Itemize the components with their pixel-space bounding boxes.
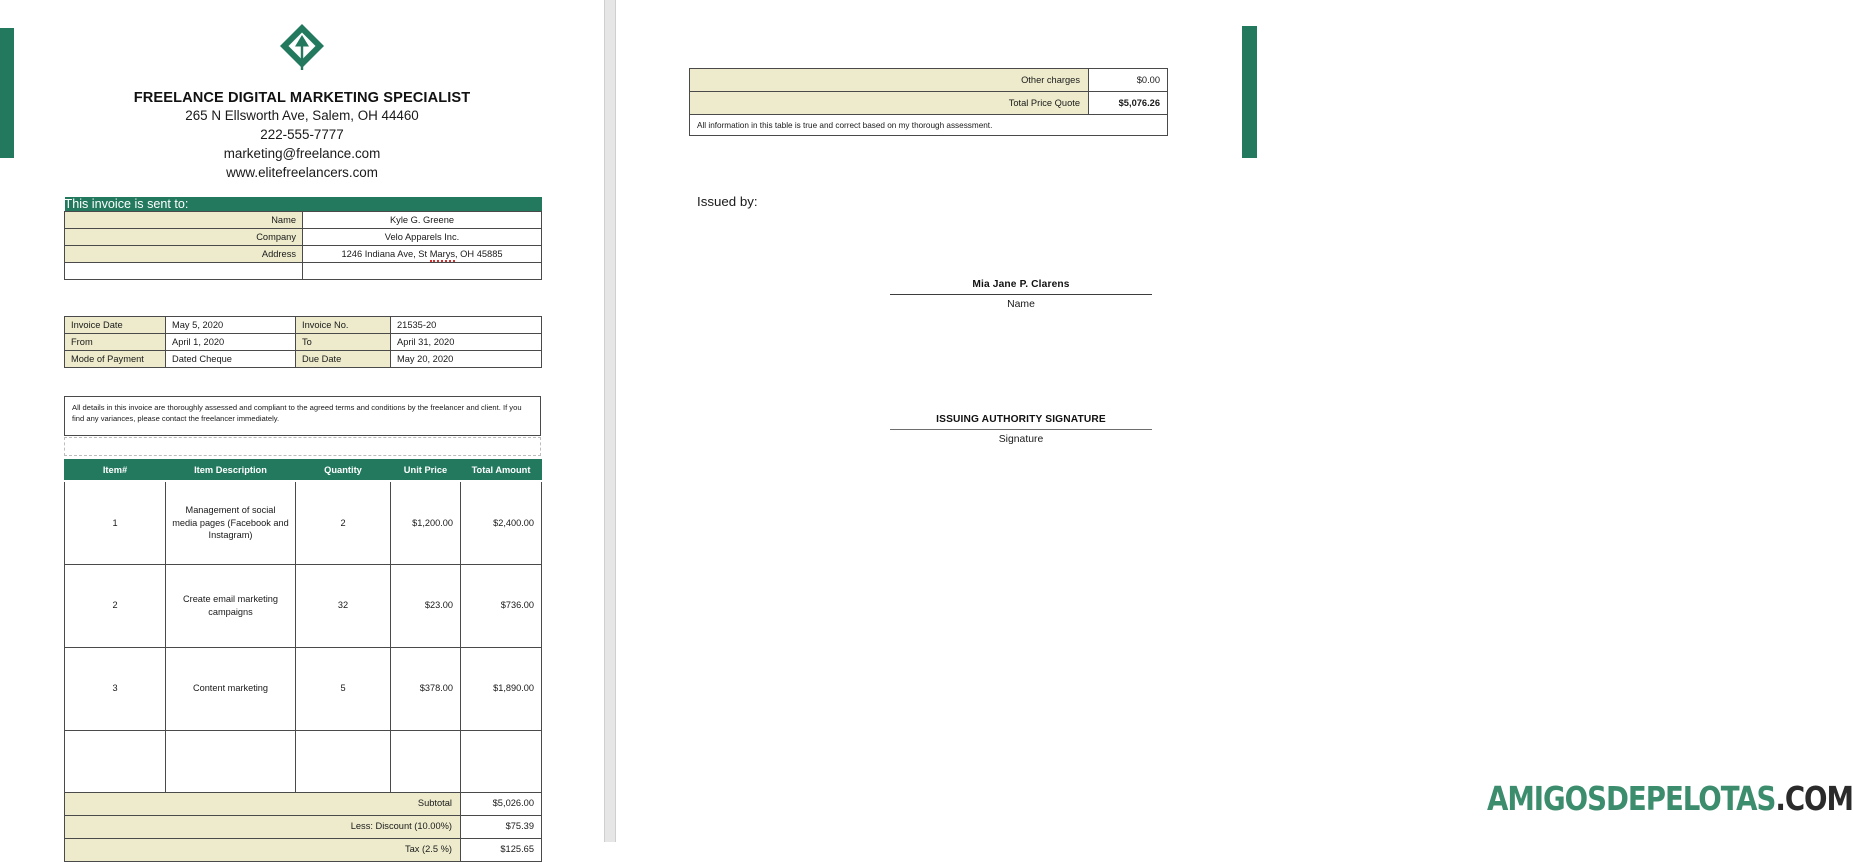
recipient-name-label: Name <box>65 212 303 229</box>
company-website: www.elitefreelancers.com <box>226 165 378 180</box>
company-name: FREELANCE DIGITAL MARKETING SPECIALIST <box>133 90 471 106</box>
other-charges-label: Other charges <box>690 69 1089 92</box>
invoice-date-label: Invoice Date <box>65 317 166 334</box>
item-quantity: 5 <box>296 647 391 730</box>
spacer-cell <box>303 263 542 280</box>
table-row-subtotal <box>65 792 542 815</box>
item-quantity: 2 <box>296 481 391 564</box>
item-unit-price: $378.00 <box>391 647 461 730</box>
summary-table <box>689 68 1168 136</box>
col-header-unit-price: Unit Price <box>391 460 461 482</box>
payment-mode-value: Dated Cheque <box>166 351 296 368</box>
signature-block-authority <box>890 414 1152 445</box>
table-row <box>690 115 1168 136</box>
spacer-cell <box>65 263 303 280</box>
table-row <box>65 351 542 368</box>
col-header-description: Item Description <box>166 460 296 482</box>
table-row <box>65 246 542 263</box>
watermark-primary: AMIGOSDEPELOTAS <box>1487 779 1776 818</box>
col-header-total-amount: Total Amount <box>461 460 542 482</box>
summary-note: All information in this table is true and correct based on my thorough assessment. <box>690 115 1168 136</box>
recipient-name-value: Kyle G. Greene <box>303 212 542 229</box>
table-row <box>65 564 542 647</box>
table-header-row <box>65 460 542 482</box>
table-row <box>65 197 542 212</box>
item-total: $2,400.00 <box>461 481 542 564</box>
invoice-meta-table <box>64 316 542 368</box>
item-number: 1 <box>65 481 166 564</box>
recipient-banner: This invoice is sent to: <box>65 197 542 212</box>
issued-by-label: Issued by: <box>697 194 758 209</box>
name-caption: Name <box>1007 299 1035 310</box>
watermark-suffix: .COM <box>1775 779 1853 818</box>
col-header-item-number: Item# <box>65 460 166 482</box>
empty-cell <box>166 730 296 792</box>
tax-value: $125.65 <box>461 838 542 861</box>
payment-mode-label: Mode of Payment <box>65 351 166 368</box>
empty-cell <box>296 730 391 792</box>
table-row <box>65 647 542 730</box>
tax-label: Tax (2.5 %) <box>65 838 461 861</box>
item-description: Content marketing <box>166 647 296 730</box>
table-row <box>690 92 1168 115</box>
subtotal-value: $5,026.00 <box>461 792 542 815</box>
line-items-table <box>64 459 542 862</box>
address-prefix: 1246 Indiana Ave, St <box>341 249 430 259</box>
letterhead <box>0 22 604 182</box>
item-description: Create email marketing campaigns <box>166 564 296 647</box>
table-row <box>65 229 542 246</box>
item-total: $736.00 <box>461 564 542 647</box>
page-accent-bar-right <box>1242 26 1257 158</box>
period-to-label: To <box>296 334 391 351</box>
table-row <box>65 317 542 334</box>
diamond-logo-icon <box>278 22 326 74</box>
period-from-label: From <box>65 334 166 351</box>
due-date-value: May 20, 2020 <box>391 351 542 368</box>
address-misspelled-token: Marys <box>430 249 455 262</box>
item-unit-price: $23.00 <box>391 564 461 647</box>
empty-cell <box>461 730 542 792</box>
issuing-authority-label: ISSUING AUTHORITY SIGNATURE <box>936 414 1106 425</box>
invoice-page-left <box>0 0 604 855</box>
period-from-value: April 1, 2020 <box>166 334 296 351</box>
dashed-spacer <box>64 437 541 456</box>
company-address: 265 N Ellsworth Ave, Salem, OH 44460 <box>185 108 419 123</box>
recipient-address-label: Address <box>65 246 303 263</box>
item-total: $1,890.00 <box>461 647 542 730</box>
invoice-no-label: Invoice No. <box>296 317 391 334</box>
item-quantity: 32 <box>296 564 391 647</box>
recipient-address-value <box>303 246 542 263</box>
subtotal-label: Subtotal <box>65 792 461 815</box>
invoice-disclaimer: All details in this invoice are thoroughly assessed and compliant to the agreed terms and conditions by the freelancer and client. If you find any variances, please contact the freelancer immediately. <box>64 396 541 436</box>
table-row <box>65 212 542 229</box>
item-number: 3 <box>65 647 166 730</box>
company-phone: 222-555-7777 <box>260 127 344 142</box>
signature-block-name <box>890 279 1152 310</box>
other-charges-value: $0.00 <box>1089 69 1168 92</box>
period-to-value: April 31, 2020 <box>391 334 542 351</box>
recipient-company-value: Velo Apparels Inc. <box>303 229 542 246</box>
invoice-date-value: May 5, 2020 <box>166 317 296 334</box>
item-description: Management of social media pages (Facebook and Instagram) <box>166 481 296 564</box>
recipient-company-label: Company <box>65 229 303 246</box>
table-row-spacer <box>65 263 542 280</box>
table-row-discount <box>65 815 542 838</box>
invoice-no-value: 21535-20 <box>391 317 542 334</box>
site-watermark <box>1487 779 1853 818</box>
signature-caption: Signature <box>998 434 1044 445</box>
table-row <box>690 69 1168 92</box>
address-suffix: , OH 45885 <box>455 249 503 259</box>
table-row <box>65 481 542 564</box>
invoice-page-right <box>617 0 1853 842</box>
discount-value: $75.39 <box>461 815 542 838</box>
empty-cell <box>65 730 166 792</box>
item-unit-price: $1,200.00 <box>391 481 461 564</box>
page-separator <box>604 0 616 842</box>
table-row <box>65 334 542 351</box>
recipient-table <box>64 197 542 280</box>
empty-cell <box>391 730 461 792</box>
table-row-tax <box>65 838 542 861</box>
discount-label: Less: Discount (10.00%) <box>65 815 461 838</box>
table-row-empty <box>65 730 542 792</box>
issuer-name-value: Mia Jane P. Clarens <box>972 279 1070 290</box>
company-email: marketing@freelance.com <box>223 146 381 161</box>
item-number: 2 <box>65 564 166 647</box>
due-date-label: Due Date <box>296 351 391 368</box>
total-price-quote-value: $5,076.26 <box>1089 92 1168 115</box>
total-price-quote-label: Total Price Quote <box>690 92 1089 115</box>
col-header-quantity: Quantity <box>296 460 391 482</box>
